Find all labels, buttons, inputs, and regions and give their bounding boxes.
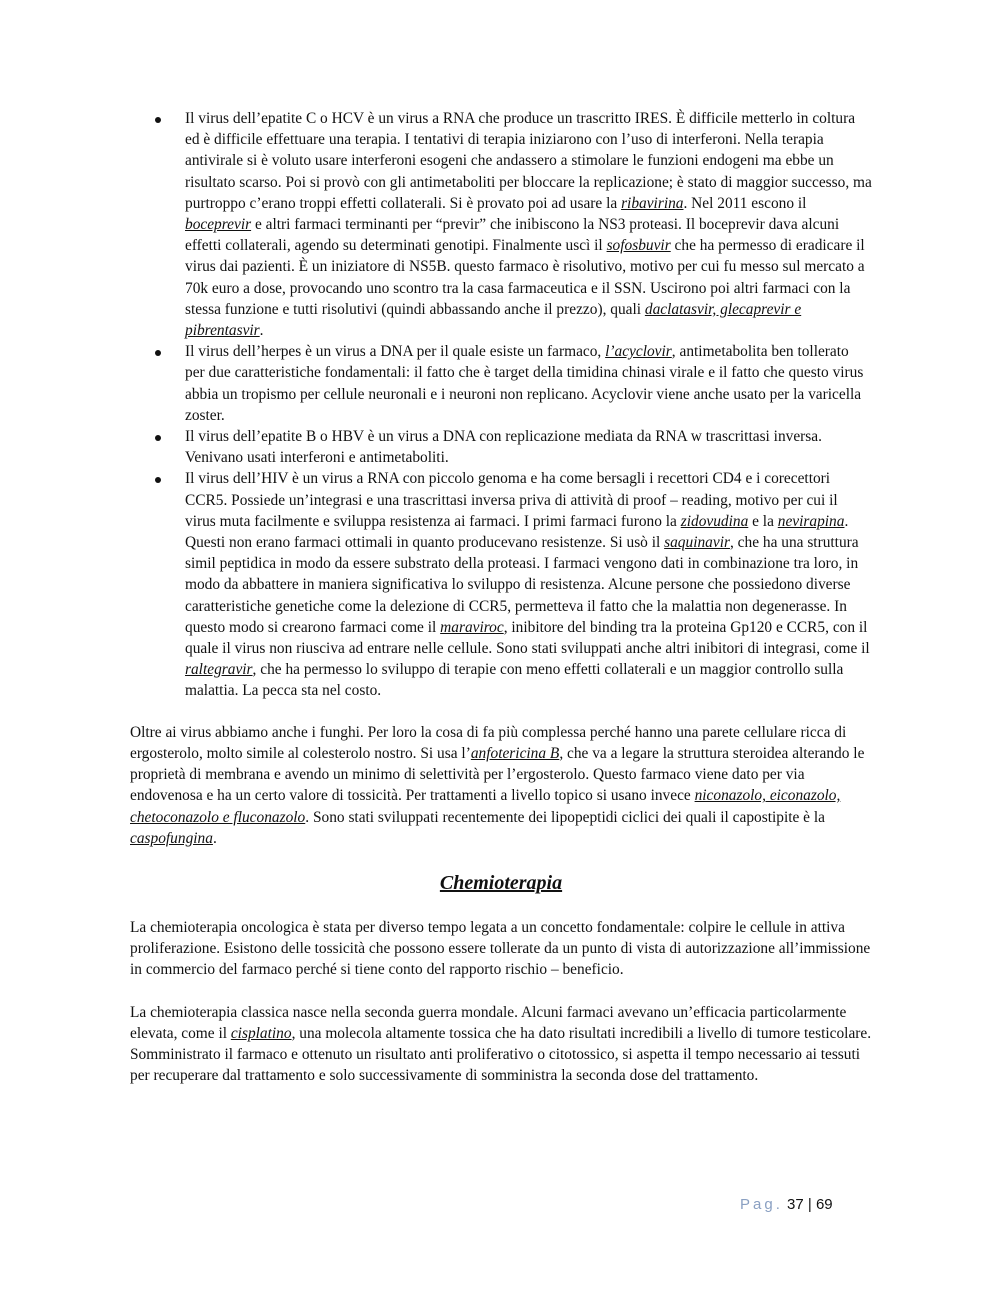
text-segment: . [259,322,264,340]
text-segment: e altri farmaci terminanti per “previr” che inibiscono la NS3 proteasi. Il boceprevir dava alcuni effetti collaterali, agendo su determinati genotipi. Finalmente uscì il [185,216,840,255]
document-page [130,108,872,1086]
drug-name: nevirapina [777,512,845,530]
drug-name: niconazolo, eiconazolo, chetoconazolo e fluconazolo [130,787,841,826]
text-segment: Il virus dell’epatite C o HCV è un virus a RNA che produce un trascritto IRES. È difficile metterlo in coltura ed è difficile effettuare una terapia. I tentativi di terapia iniziarono con l’uso di interferoni. Nella terapia antivirale si è voluto usare interferoni esogeni che andassero a stimolare le funzioni endogeni ma ebbe un risultato scarso. Poi si provò con gli antimetaboliti per bloccare la replicazione; è stato di maggior successo, ma purtroppo c’erano troppi effetti collaterali. Si è provato poi ad usare la [185,110,872,212]
text-segment: , inibitore del binding tra la proteina Gp120 e CCR5, con il quale il virus non riusciva ad entrare nelle cellule. Sono stati sviluppati anche altri inibitori di integrasi, come il [185,618,870,658]
footer-pag-label: Pag. [740,1196,783,1213]
text-segment: . Questi non erano farmaci ottimali in quanto producevano resistenze. Si usò il [185,512,849,552]
footer-page-number: 37 [787,1196,804,1213]
drug-name: raltegravir [185,661,253,679]
drug-name: daclatasvir, glecaprevir e pibrentasvir [185,300,802,340]
footer-total-pages: 69 [815,1196,833,1213]
page-footer [740,1196,833,1213]
text-segment: . [212,829,217,847]
text-segment: , che ha una struttura simil peptidica in modo da essere substrato della proteasi. I farmaci vengono dati in combinazione tra loro, in modo da abbattere in maniera significativa lo sviluppo di resistenza. Alcune persone che possiedono diverse caratteristiche genetiche come la delezione di CCR5, permetteva il fatto che la malattia non degenerasse. In questo modo si crearono farmaci come il [185,534,859,636]
text-segment: Il virus dell’HIV è un virus a RNA con piccolo genoma e ha come bersagli i recettori CD4 e i corecettori CCR5. Possiede un’integrasi e una trascrittasi inversa priva di attività di proof – reading, motivo per cui il virus muta facilmente e sviluppa resistenza ai farmaci. I primi farmaci furono la [185,470,838,530]
bullet-item [130,341,872,426]
bullet-item [130,426,872,468]
drug-name: anfotericina B [470,744,560,762]
text-segment: , antimetabolita ben tollerato per due caratteristiche fondamentali: il fatto che è target della timidina chinasi virale e il fatto che questo virus abbia un tropismo per cellule neuronali e i neuroni non replicano. Acyclovir viene anche usato per la varicella zoster. [185,343,864,424]
text-segment: e la [748,512,778,530]
fungi-paragraph [130,722,872,849]
text-segment: La chemioterapia classica nasce nella seconda guerra mondale. Alcuni farmaci avevano un’efficacia particolarmente elevata, come il [130,1003,847,1042]
text-segment: . Sono stati sviluppati recentemente dei lipopeptidi ciclici dei quali il capostipite è la [305,808,825,826]
text-segment: , una molecola altamente tossica che ha dato risultati incredibili a livello di tumore testicolare. [291,1024,872,1042]
chemo-classic-paragraph [130,1002,872,1044]
virus-bullet-list [130,108,872,702]
text-segment: , che ha permesso lo sviluppo di terapie con meno effetti collaterali e un maggior controllo sulla malattia. La pecca sta nel costo. [185,661,844,700]
text-segment: Il virus dell’epatite B o HBV è un virus a DNA con replicazione mediata da RNA w trascrittasi inversa. Venivano usati interferoni e antimetaboliti. [185,428,822,467]
drug-name: ribavirina [621,194,684,212]
bullet-dot-icon [155,477,161,483]
text-segment: Il virus dell’herpes è un virus a DNA per il quale esiste un farmaco, [185,343,606,361]
footer-separator: | [807,1196,812,1213]
chemo-intro-paragraph: La chemioterapia oncologica è stata per diverso tempo legata a un concetto fondamentale: colpire le cellule in attiva proliferazione. Esistono delle tossicità che possono essere tollerate da un punto di vista di autorizzazione all’immissione in commercio del farmaco perché si tiene conto del rapporto rischio – beneficio. [130,918,871,979]
drug-name: zidovudina [680,512,749,530]
text-segment: Oltre ai virus abbiamo anche i funghi. Per loro la cosa di fa più complessa perché hanno una parete cellulare ricca di ergosterolo, molto simile al colesterolo nostro. Si usa l’ [130,723,847,762]
drug-name: maraviroc [440,618,504,636]
bullet-item [130,468,872,701]
drug-name: caspofungina [130,829,213,847]
bullet-dot-icon [155,117,161,123]
text-segment: . Nel 2011 escono il [683,194,807,212]
text-segment: che ha permesso di eradicare il virus dai pazienti. È un iniziatore di NS5B. questo farmaco è risolutivo, motivo per cui fu messo sul mercato a 70k euro a dose, provocando uno scontro tra la casa farmaceutica e il SSN. Uscirono poi altri farmaci con la stessa funzione e tutti risolutivi (quindi abbassando anche il prezzo), quali [185,237,865,318]
drug-name: l’acyclovir [605,343,672,361]
drug-name: saquinavir [664,534,730,552]
drug-name: cisplatino [230,1024,292,1042]
chemo-dose-paragraph: Somministrato il farmaco e ottenuto un risultato anti proliferativo o citotossico, si aspetta il tempo necessario ai tessuti per recuperare dal trattamento e solo successivamente di somministra la seconda dose del trattamento. [130,1045,861,1085]
text-segment: , che va a legare la struttura steroidea alterando le proprietà di membrana e avendo un minimo di selettività per l’ergosterolo. Questo farmaco viene dato per via endovenosa e ha un certo valore di tossicità. Per trattamenti a livello topico si usano invece [130,744,865,805]
bullet-dot-icon [155,350,161,356]
bullet-item [130,108,872,341]
drug-name: sofosbuvir [606,237,671,255]
section-heading: Chemioterapia [439,871,563,894]
drug-name: boceprevir [185,216,252,234]
bullet-dot-icon [155,435,161,441]
